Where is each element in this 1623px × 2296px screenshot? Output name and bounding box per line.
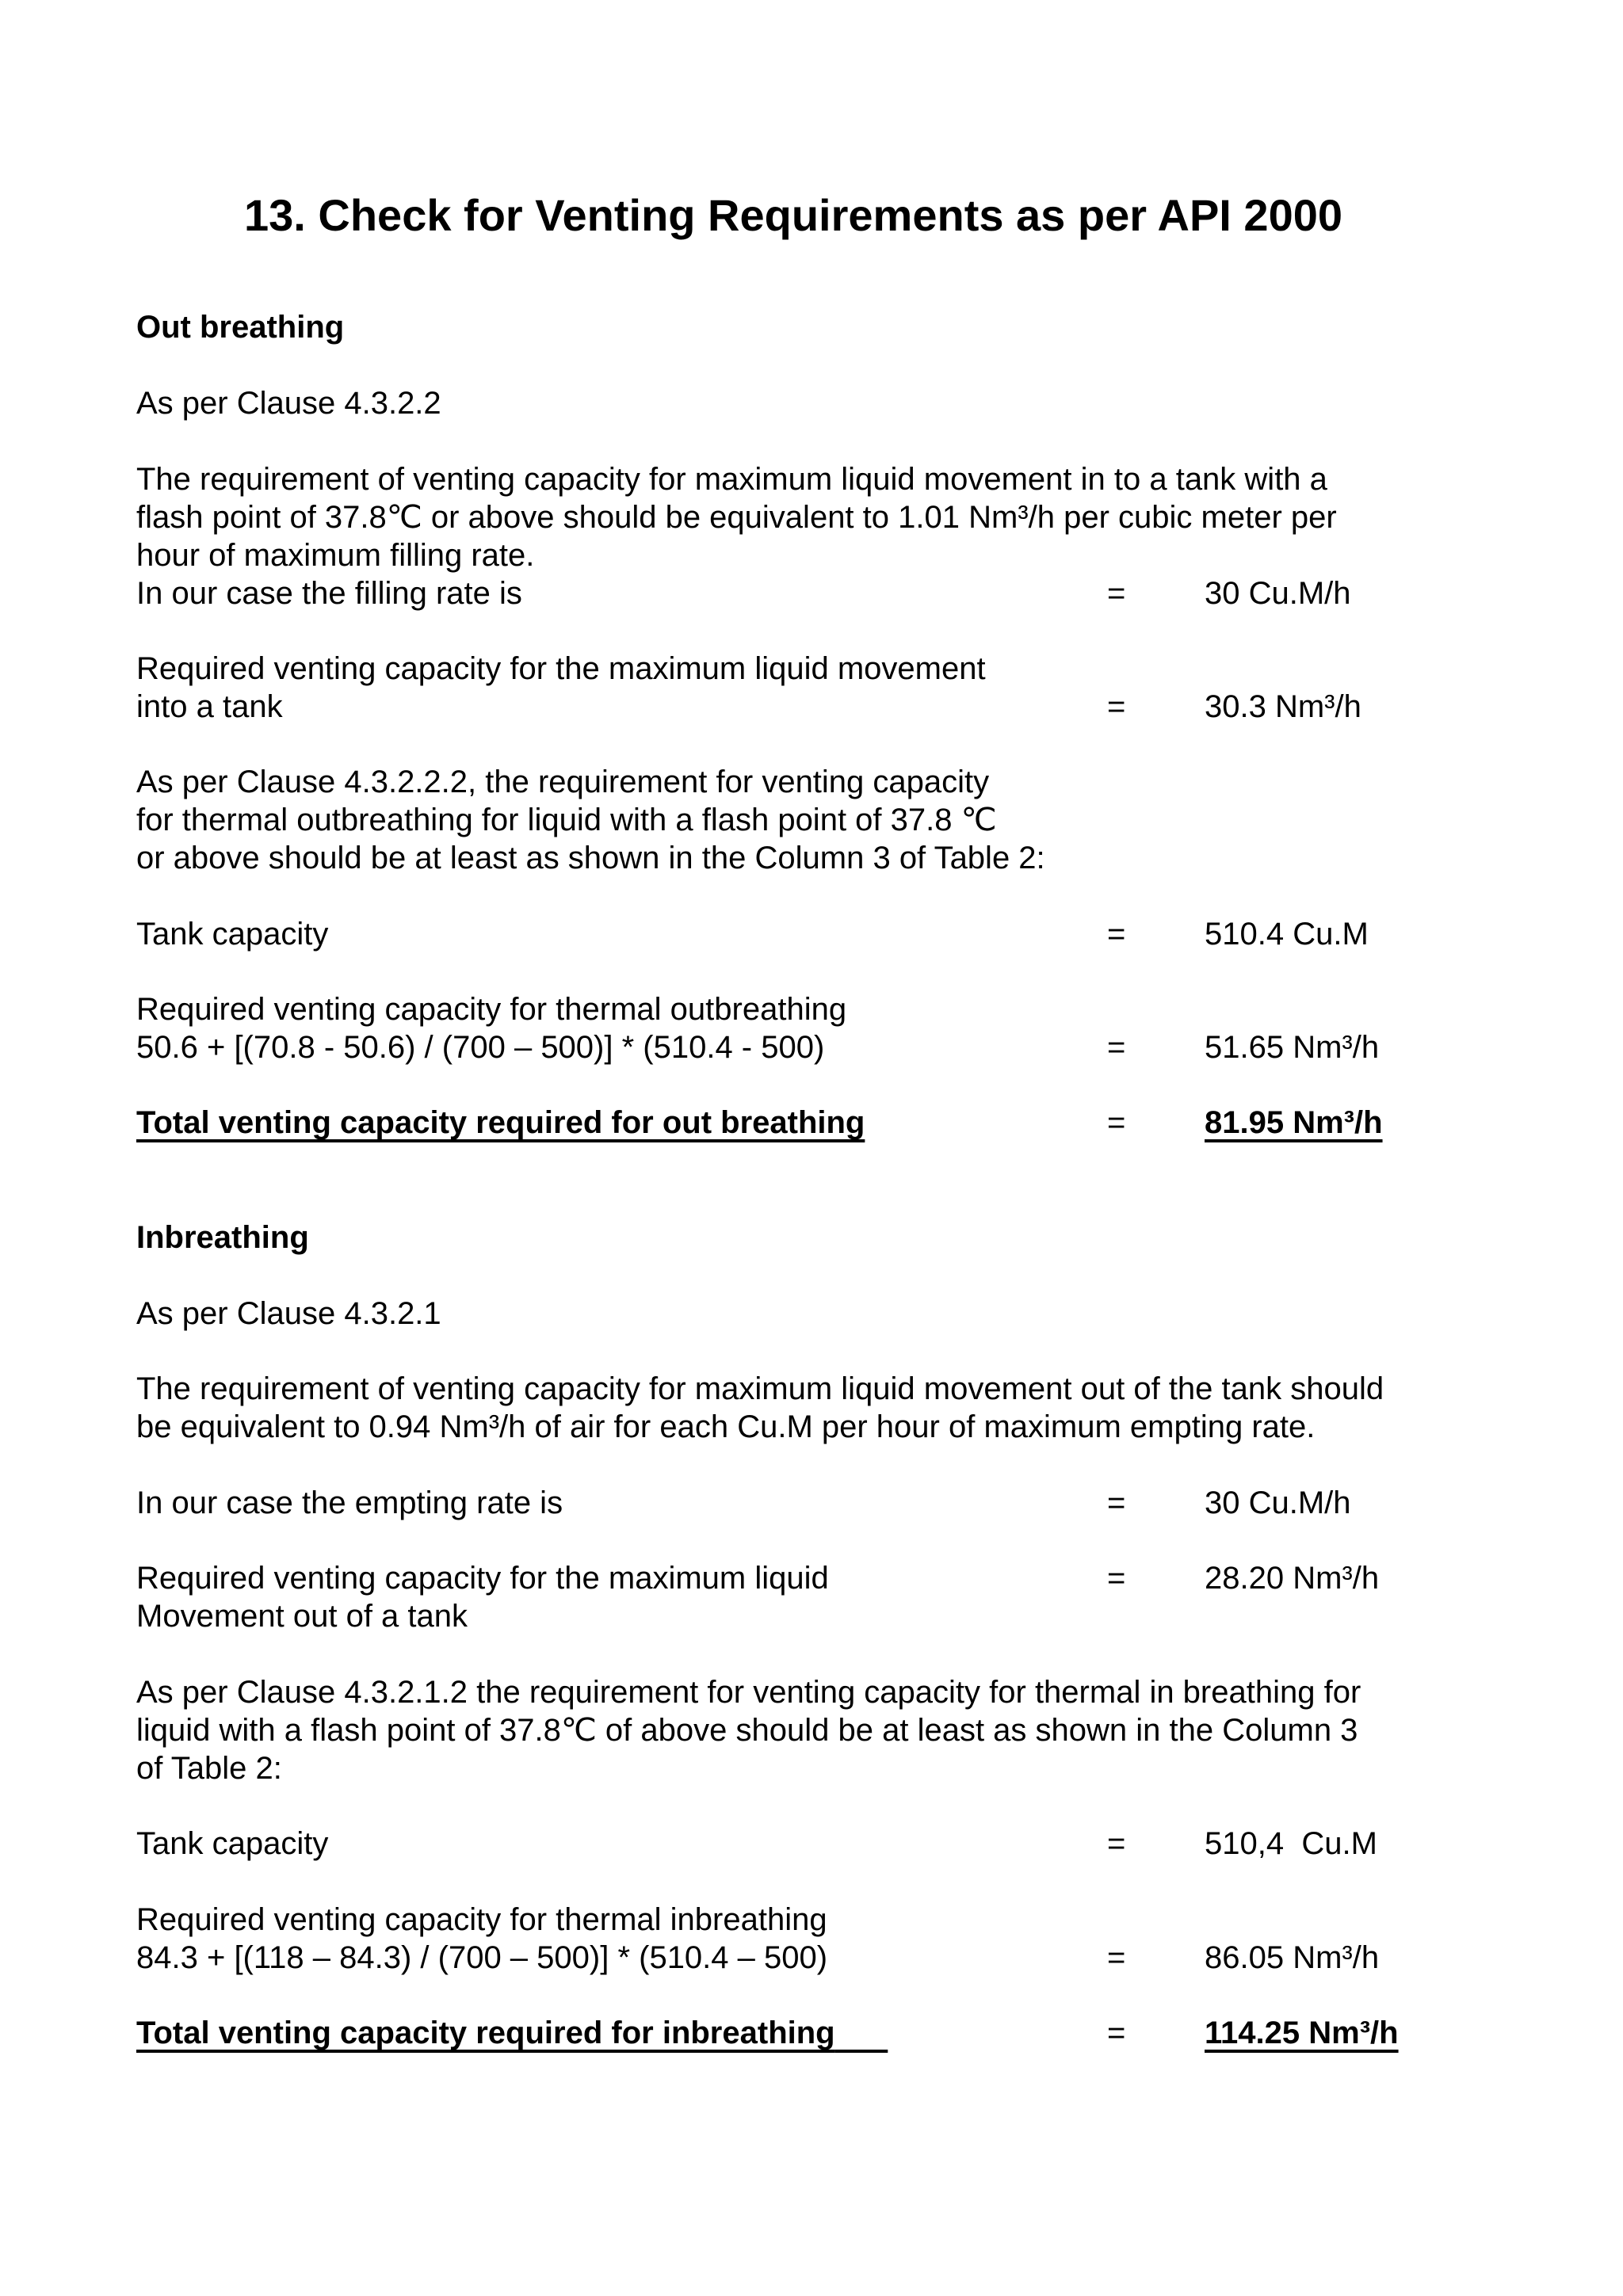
req-thermal-label-line: Required venting capacity for thermal outbreathing: [136, 992, 847, 1027]
req-liquid-label-line: Required venting capacity for the maximum liquid: [136, 1561, 829, 1596]
empting-rate-label: In our case the empting rate is: [136, 1486, 563, 1520]
filling-rate-label: In our case the filling rate is: [136, 576, 522, 611]
tank-capacity-label: Tank capacity: [136, 1826, 329, 1861]
total-out-breathing-value: 81.95 Nm³/h: [1205, 1105, 1383, 1140]
tank-capacity-value: 510,4 Cu.M: [1205, 1826, 1377, 1861]
paragraph-line: be equivalent to 0.94 Nm³/h of air for each Cu.M per hour of maximum empting rate.: [136, 1409, 1316, 1444]
total-inbreathing-label-text: Total venting capacity required for inbreathing: [136, 2016, 835, 2050]
req-liquid-label-line: into a tank: [136, 689, 283, 724]
req-liquid-value: 28.20 Nm³/h: [1205, 1561, 1380, 1596]
req-thermal-formula: 84.3 + [(118 – 84.3) / (700 – 500)] * (510.4 – 500): [136, 1940, 828, 1975]
equals-sign: =: [1107, 1826, 1126, 1861]
paragraph-line: hour of maximum filling rate.: [136, 538, 535, 573]
paragraph-line: for thermal outbreathing for liquid with a flash point of 37.8 ℃: [136, 803, 997, 837]
req-liquid-label-line: Required venting capacity for the maximum liquid movement: [136, 651, 986, 686]
underline-padding: [835, 2016, 888, 2050]
req-liquid-label-line: Movement out of a tank: [136, 1599, 468, 1634]
paragraph-line: liquid with a flash point of 37.8℃ of above should be at least as shown in the Column 3: [136, 1713, 1358, 1748]
equals-sign: =: [1107, 1105, 1126, 1140]
filling-rate-value: 30 Cu.M/h: [1205, 576, 1351, 611]
clause-reference: As per Clause 4.3.2.1: [136, 1296, 441, 1331]
equals-sign: =: [1107, 689, 1126, 724]
req-liquid-value: 30.3 Nm³/h: [1205, 689, 1361, 724]
total-out-breathing-label: Total venting capacity required for out breathing: [136, 1105, 865, 1140]
equals-sign: =: [1107, 1030, 1126, 1065]
equals-sign: =: [1107, 917, 1126, 952]
tank-capacity-label: Tank capacity: [136, 917, 329, 952]
paragraph-line: As per Clause 4.3.2.2.2, the requirement for venting capacity: [136, 765, 990, 799]
paragraph-line: The requirement of venting capacity for maximum liquid movement out of the tank should: [136, 1371, 1384, 1406]
equals-sign: =: [1107, 1561, 1126, 1596]
req-thermal-label-line: Required venting capacity for thermal inbreathing: [136, 1902, 827, 1937]
req-thermal-value: 51.65 Nm³/h: [1205, 1030, 1380, 1065]
page-title: 13. Check for Venting Requirements as per API 2000: [244, 190, 1342, 240]
paragraph-line: or above should be at least as shown in the Column 3 of Table 2:: [136, 841, 1045, 875]
paragraph-line: As per Clause 4.3.2.1.2 the requirement for venting capacity for thermal in breathing for: [136, 1675, 1361, 1710]
equals-sign: =: [1107, 1486, 1126, 1520]
req-thermal-formula: 50.6 + [(70.8 - 50.6) / (700 – 500)] * (510.4 - 500): [136, 1030, 825, 1065]
paragraph-line: of Table 2:: [136, 1751, 282, 1786]
total-inbreathing-value: 114.25 Nm³/h: [1205, 2016, 1399, 2050]
clause-reference: As per Clause 4.3.2.2: [136, 386, 441, 421]
equals-sign: =: [1107, 576, 1126, 611]
section-heading-inbreathing: Inbreathing: [136, 1220, 309, 1255]
total-inbreathing-label: [136, 2014, 888, 2052]
req-thermal-value: 86.05 Nm³/h: [1205, 1940, 1380, 1975]
empting-rate-value: 30 Cu.M/h: [1205, 1486, 1351, 1520]
paragraph-line: flash point of 37.8℃ or above should be equivalent to 1.01 Nm³/h per cubic meter per: [136, 500, 1337, 535]
tank-capacity-value: 510.4 Cu.M: [1205, 917, 1369, 952]
equals-sign: =: [1107, 2016, 1126, 2050]
section-heading-out-breathing: Out breathing: [136, 310, 345, 345]
paragraph-line: The requirement of venting capacity for maximum liquid movement in to a tank with a: [136, 462, 1327, 497]
equals-sign: =: [1107, 1940, 1126, 1975]
